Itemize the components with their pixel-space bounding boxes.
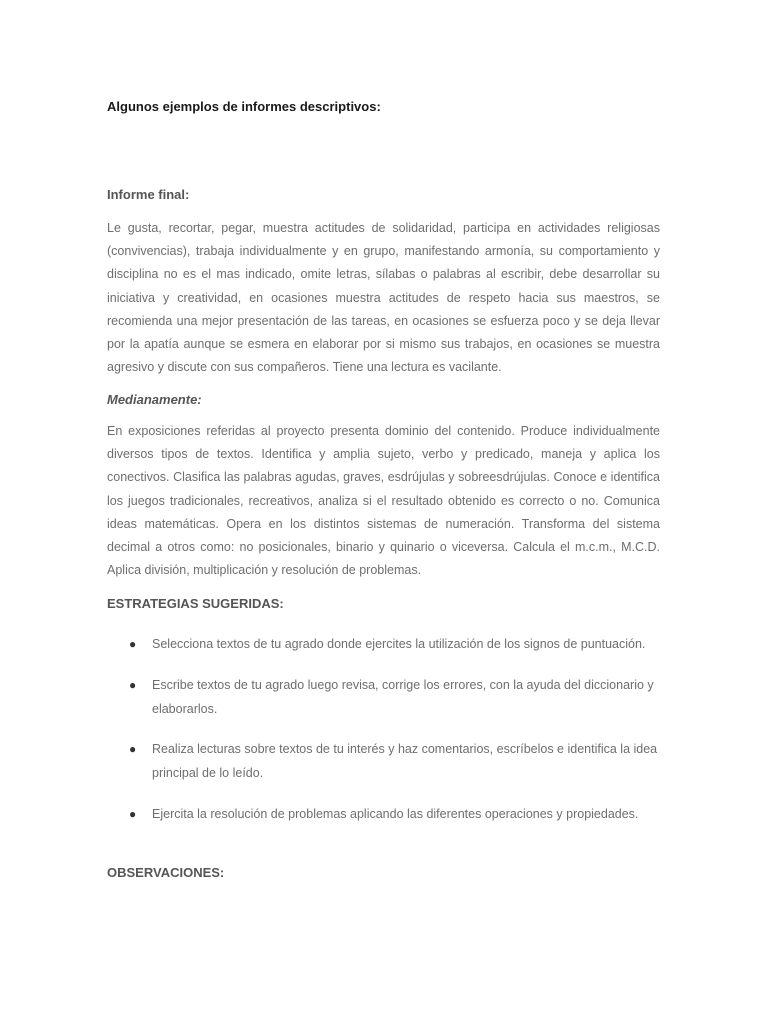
- list-item: [107, 673, 660, 721]
- list-item: [107, 802, 660, 826]
- bullet-icon: ●: [129, 742, 137, 756]
- list-item-text: Selecciona textos de tu agrado donde ejercites la utilización de los signos de puntuación.: [152, 637, 646, 651]
- list-item: [107, 737, 660, 785]
- section-heading-observaciones: OBSERVACIONES:: [107, 865, 225, 880]
- list-item-text: Realiza lecturas sobre textos de tu interés y haz comentarios, escríbelos e identifica la idea principal de lo leído.: [152, 742, 658, 780]
- strategies-list: [107, 632, 660, 842]
- list-item-text: Escribe textos de tu agrado luego revisa, corrige los errores, con la ayuda del diccionario y elaborarlos.: [152, 677, 654, 716]
- document-title: Algunos ejemplos de informes descriptivos:: [107, 99, 381, 114]
- section-heading-estrategias: ESTRATEGIAS SUGERIDAS:: [107, 596, 284, 611]
- section-heading-informe-final: Informe final:: [107, 187, 190, 202]
- bullet-icon: ●: [129, 677, 137, 692]
- section-heading-medianamente: Medianamente:: [107, 392, 202, 407]
- list-item-text: Ejercita la resolución de problemas aplicando las diferentes operaciones y propiedades.: [152, 806, 639, 821]
- list-item: [107, 632, 660, 656]
- section-text-medianamente: En exposiciones referidas al proyecto presenta dominio del contenido. Produce individualmente diversos tipos de textos. Identifica y amplia sujeto, verbo y predicado, maneja y aplica los conectivos. Clasifica las palabras agudas, graves, esdrújulas y sobreesdrújulas. Conoce e identifica los juegos tradicionales, recreativos, analiza si el resultado obtenido es correcto o no. Comunica ideas matemáticas. Opera en los distintos sistemas de numeración. Transforma del sistema decimal a otros como: no posicionales, binario y quinario o viceversa. Calcula el m.c.m., M.C.D. Aplica división, multiplicación y resolución de problemas.: [107, 424, 660, 578]
- bullet-icon: ●: [129, 806, 137, 821]
- bullet-icon: ●: [129, 637, 137, 651]
- section-text-informe-final: Le gusta, recortar, pegar, muestra actitudes de solidaridad, participa en actividades religiosas (convivencias), trabaja individualmente y en grupo, manifestando armonía, su comportamiento y disciplina no es el mas indicado, omite letras, sílabas o palabras al escribir, debe desarrollar su iniciativa y creatividad, en ocasiones muestra actitudes de respeto hacia sus maestros, se recomienda una mejor presentación de las tareas, en ocasiones se esfuerza poco y se deja llevar por la apatía aunque se esmera en elaborar por si mismo sus trabajos, en ocasiones se muestra agresivo y discute con sus compañeros. Tiene una lectura es vacilante.: [107, 221, 660, 375]
